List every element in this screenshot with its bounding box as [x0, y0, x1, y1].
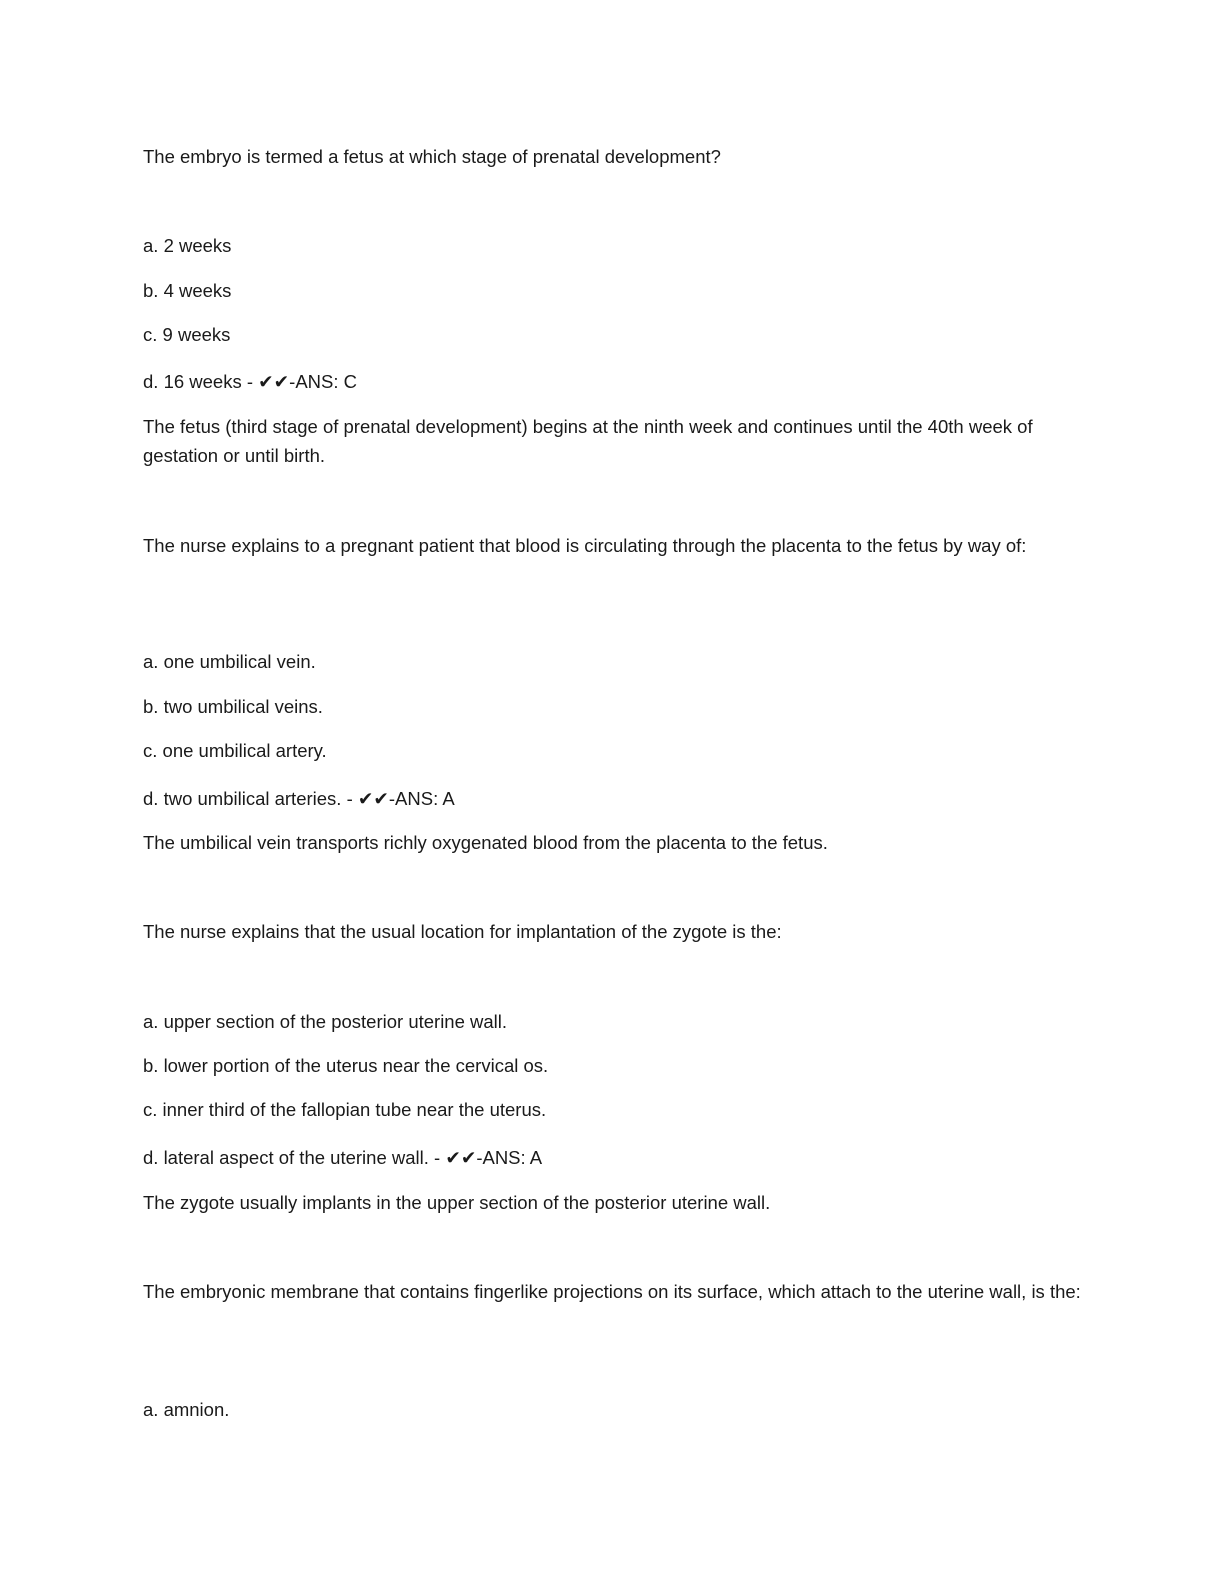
question-3-option-d-answer: d. lateral aspect of the uterine wall. - ✔✔-ANS: A [143, 1147, 543, 1168]
question-4-option-a: a. amnion. [143, 1399, 230, 1420]
question-2-option-b: b. two umbilical veins. [143, 696, 323, 717]
question-1-rationale: The fetus (third stage of prenatal development) begins at the ninth week and continues until the 40th week of gestation or until birth. [143, 416, 1033, 466]
question-1-option-c: c. 9 weeks [143, 324, 231, 345]
question-3-option-c: c. inner third of the fallopian tube near the uterus. [143, 1099, 547, 1120]
question-3-option-b: b. lower portion of the uterus near the cervical os. [143, 1055, 549, 1076]
question-2-option-c: c. one umbilical artery. [143, 740, 327, 761]
question-3-stem: The nurse explains that the usual location for implantation of the zygote is the: [143, 921, 782, 942]
question-1-option-d-answer: d. 16 weeks - ✔✔-ANS: C [143, 371, 358, 392]
question-1-option-b: b. 4 weeks [143, 280, 232, 301]
question-4-stem: The embryonic membrane that contains fingerlike projections on its surface, which attach to the uterine wall, is the: [143, 1281, 1081, 1302]
question-3-option-a: a. upper section of the posterior uterine wall. [143, 1011, 508, 1032]
question-1-option-a: a. 2 weeks [143, 235, 232, 256]
question-2-option-d-answer: d. two umbilical arteries. - ✔✔-ANS: A [143, 788, 455, 809]
question-3-rationale: The zygote usually implants in the upper section of the posterior uterine wall. [143, 1192, 771, 1213]
question-2-stem: The nurse explains to a pregnant patient that blood is circulating through the placenta to the fetus by way of: [143, 535, 1027, 556]
question-2-rationale: The umbilical vein transports richly oxygenated blood from the placenta to the fetus. [143, 832, 828, 853]
question-1-stem: The embryo is termed a fetus at which stage of prenatal development? [143, 146, 721, 167]
question-2-option-a: a. one umbilical vein. [143, 651, 316, 672]
